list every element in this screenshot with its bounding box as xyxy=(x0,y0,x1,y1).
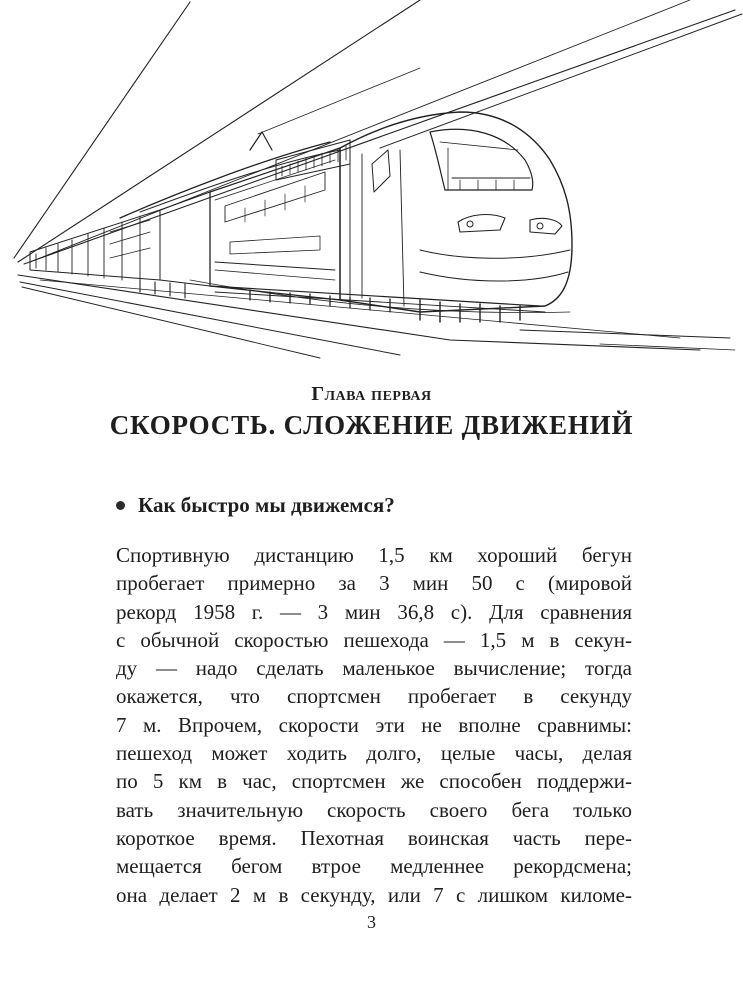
paragraph-line: пешеход может ходить долго, целые часы, делая xyxy=(116,741,632,766)
chapter-title: СКОРОСТЬ. СЛОЖЕНИЕ ДВИЖЕНИЙ xyxy=(109,410,634,440)
paragraph-line: пробегает примерно за 3 мин 50 с (мировой xyxy=(116,571,632,596)
paragraph-line: мещается бегом втрое медленнее рекордсмена; xyxy=(116,854,632,879)
paragraph-line: 7 м. Впрочем, скорости эти не вполне сравнимы: xyxy=(116,712,632,737)
paragraph-line: ду — надо сделать маленькое вычисление; тогда xyxy=(116,656,632,681)
paragraph-line: рекорд 1958 г. — 3 мин 36,8 с). Для сравнения xyxy=(116,599,632,624)
paragraph-line: по 5 км в час, спортсмен же способен поддержи- xyxy=(116,769,632,794)
chapter-label: Глава первая xyxy=(311,383,432,405)
paragraph-line: она делает 2 м в секунду, или 7 с лишком киломе- xyxy=(116,882,632,907)
high-speed-train-sketch xyxy=(0,0,743,360)
page-number: 3 xyxy=(367,912,376,932)
paragraph-line: с обычной скоростью пешехода — 1,5 м в секун- xyxy=(116,627,632,652)
paragraph-line: вать значительную скорость своего бега только xyxy=(116,797,632,822)
paragraph-line: короткое время. Пехотная воинская часть пере- xyxy=(116,825,632,850)
paragraph-line: окажется, что спортсмен пробегает в секунду xyxy=(116,684,632,709)
train-illustration xyxy=(0,0,743,360)
bullet-icon xyxy=(116,501,125,510)
section-heading-text: Как быстро мы движемся? xyxy=(138,493,395,517)
body-paragraph xyxy=(116,541,632,909)
section-heading xyxy=(116,493,395,518)
paragraph-line: Спортивную дистанцию 1,5 км хороший бегун xyxy=(116,543,632,567)
